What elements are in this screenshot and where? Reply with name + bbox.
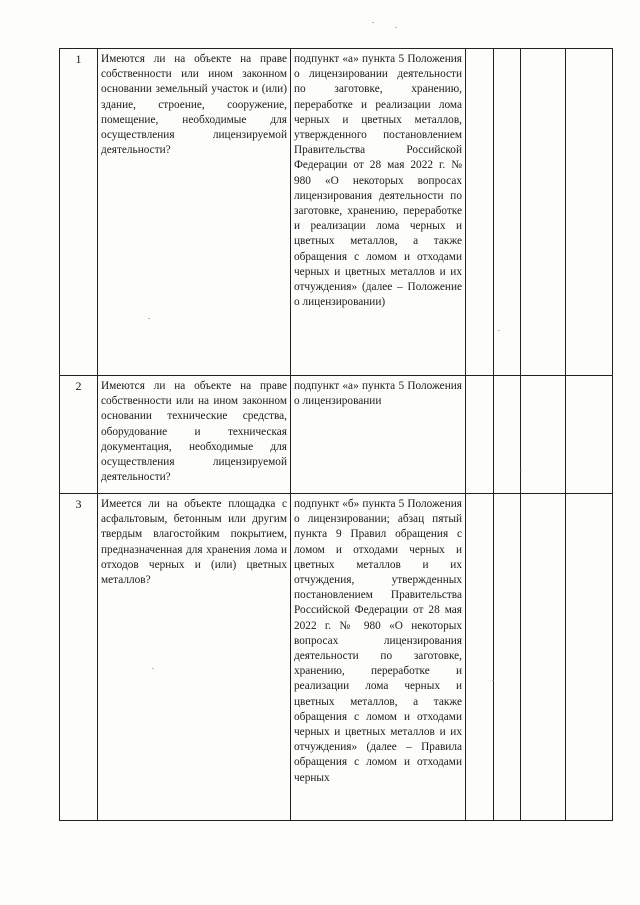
scan-speck	[148, 318, 150, 319]
question-text: Имеются ли на объекте на праве собственности или ином законном основании земельный участок и (или) здание, строение, сооружение, помещение, необходимые для осуществления лицензируемой деятельности?	[101, 53, 287, 157]
scan-speck	[492, 680, 494, 681]
answer-cell-yes[interactable]	[466, 494, 494, 821]
question-cell	[98, 494, 291, 821]
row-number: 1	[60, 49, 98, 376]
reference-cell	[291, 376, 466, 494]
scan-speck	[520, 470, 522, 471]
scan-speck	[498, 330, 500, 331]
reference-text: подпункт «а» пункта 5 Положения о лицензировании	[294, 380, 462, 408]
reference-cell	[291, 494, 466, 821]
scan-speck	[372, 22, 374, 23]
reference-cell	[291, 49, 466, 376]
question-cell	[98, 49, 291, 376]
answer-cell-no[interactable]	[494, 376, 521, 494]
question-text: Имеются ли на объекте на праве собственности или на ином законном основании технические средства, оборудование и техническая документация, необходимые для осуществления лицензируемой деятельности?	[101, 380, 287, 484]
checklist-table	[59, 48, 613, 821]
answer-cell-no[interactable]	[494, 494, 521, 821]
question-cell	[98, 376, 291, 494]
answer-cell-no[interactable]	[494, 49, 521, 376]
table-row	[60, 494, 613, 821]
table-row	[60, 49, 613, 376]
row-number: 3	[60, 494, 98, 821]
answer-cell-yes[interactable]	[466, 49, 494, 376]
table-row	[60, 376, 613, 494]
answer-cell-na[interactable]	[521, 494, 566, 821]
reference-text: подпункт «б» пункта 5 Положения о лицензировании; абзац пятый пункта 9 Правил обращения с ломом и отходами черных и цветных металлов и их отчуждения, утвержденных постановлением Правительства Российской Федерации от 28 мая 2022 г. № 980 «О некоторых вопросах лицензирования деятельности по заготовке, хранению, переработке и реализации лома черных и цветных металлов, а также обращения с ломом и отходами черных и цветных металлов и их отчуждения» (далее – Правила обращения с ломом и отходами черных	[294, 498, 462, 784]
row-number: 2	[60, 376, 98, 494]
answer-cell-yes[interactable]	[466, 376, 494, 494]
question-text: Имеется ли на объекте площадка с асфальтовым, бетонным или другим твердым влагостойким покрытием, предназначенная для хранения лома и отходов черных и (или) цветных металлов?	[101, 498, 287, 587]
note-cell[interactable]	[566, 376, 613, 494]
answer-cell-na[interactable]	[521, 49, 566, 376]
answer-cell-na[interactable]	[521, 376, 566, 494]
note-cell[interactable]	[566, 494, 613, 821]
reference-text: подпункт «а» пункта 5 Положения о лицензировании деятельности по заготовке, хранению, переработке и реализации лома черных и цветных металлов, утвержденного постановлением Правительства Российской Федерации от 28 мая 2022 г. № 980 «О некоторых вопросах лицензирования деятельности по заготовке, хранению, переработке и реализации лома черных и цветных металлов, а также обращения с ломом и отходами черных и цветных металлов и их отчуждения» (далее – Положение о лицензировании)	[294, 53, 462, 309]
scan-speck	[152, 668, 154, 669]
scan-speck	[395, 27, 397, 28]
note-cell[interactable]	[566, 49, 613, 376]
